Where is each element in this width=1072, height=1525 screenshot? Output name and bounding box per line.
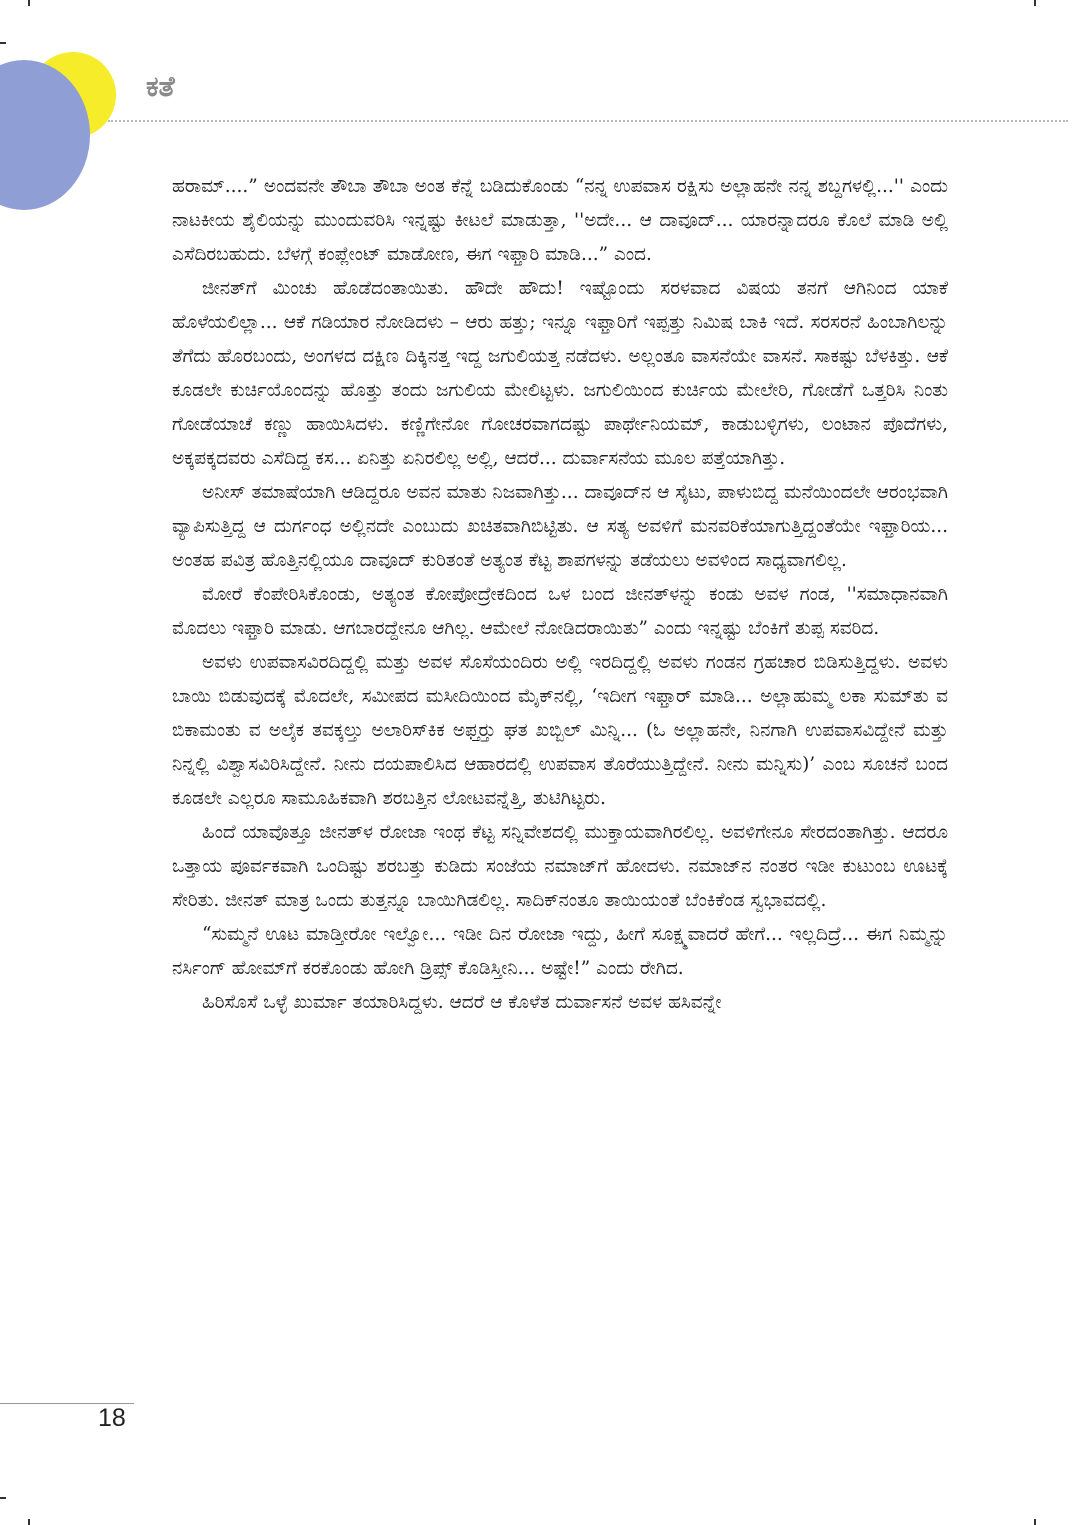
crop-mark-bottom-left	[0, 1497, 6, 1499]
crop-mark-top-left	[0, 42, 6, 44]
paragraph: “ಸುಮ್ಮನೆ ಊಟ ಮಾಡ್ತೀರೋ ಇಲ್ವೋ... ಇಡೀ ದಿನ ರೋಜಾ ಇದ್ದು, ಹೀಗೆ ಸೂಕ್ಷ್ಮವಾದರೆ ಹೇಗೆ... ಇಲ್ಲದಿದ್ರೆ... ಈಗ ನಿಮ್ಮನ್ನು ನರ್ಸಿಂಗ್ ಹೋಮ್‌ಗೆ ಕರಕೊಂಡು ಹೋಗಿ ಡ್ರಿಪ್ಸ್ ಕೊಡಿಸ್ತೀನಿ... ಅಷ್ಟೇ!” ಎಂದು ರೇಗಿದ.	[172, 924, 948, 979]
paragraph: ಮೋರೆ ಕೆಂಪೇರಿಸಿಕೊಂಡು, ಅತ್ಯಂತ ಕೋಪೋದ್ರೇಕದಿಂದ ಒಳ ಬಂದ ಜೀನತ್‌ಳನ್ನು ಕಂಡು ಅವಳ ಗಂಡ, ''ಸಮಾಧಾನವಾಗಿ ಮೊದಲು ಇಫ್ತಾರಿ ಮಾಡು. ಆಗಬಾರದ್ದೇನೂ ಆಗಿಲ್ಲ. ಆಮೇಲೆ ನೋಡಿದರಾಯಿತು” ಎಂದು ಇನ್ನಷ್ಟು ಬೆಂಕಿಗೆ ತುಪ್ಪ ಸವರಿದ.	[172, 584, 948, 639]
crop-mark-bottom-left-vertical	[28, 1519, 30, 1525]
paragraph: ಅನೀಸ್ ತಮಾಷೆಯಾಗಿ ಆಡಿದ್ದರೂ ಅವನ ಮಾತು ನಿಜವಾಗಿತ್ತು... ದಾವೂದ್‌ನ ಆ ಸೈಟು, ಪಾಳುಬಿದ್ದ ಮನೆಯಿಂದಲೇ ಆರಂಭವಾಗಿ ವ್ಯಾಪಿಸುತ್ತಿದ್ದ ಆ ದುರ್ಗಂಧ ಅಲ್ಲಿನದೇ ಎಂಬುದು ಖಚಿತವಾಗಿಬಿಟ್ಟಿತು. ಆ ಸತ್ಯ ಅವಳಿಗೆ ಮನವರಿಕೆಯಾಗುತ್ತಿದ್ದಂತೆಯೇ ಇಫ್ತಾರಿಯ... ಅಂತಹ ಪವಿತ್ರ ಹೊತ್ತಿನಲ್ಲಿಯೂ ದಾವೂದ್ ಕುರಿತಂತೆ ಅತ್ಯಂತ ಕೆಟ್ಟ ಶಾಪಗಳನ್ನು ತಡೆಯಲು ಅವಳಿಂದ ಸಾಧ್ಯವಾಗಲಿಲ್ಲ.	[172, 482, 948, 571]
story-body	[172, 170, 948, 1395]
section-label: ಕತೆ	[146, 70, 175, 103]
page-number: 18	[98, 1404, 126, 1432]
crop-mark-top-right	[1034, 0, 1036, 6]
crop-mark-top-left-vertical	[28, 0, 30, 6]
paragraph: ಅವಳು ಉಪವಾಸವಿರದಿದ್ದಲ್ಲಿ ಮತ್ತು ಅವಳ ಸೊಸೆಯಂದಿರು ಅಲ್ಲಿ ಇರದಿದ್ದಲ್ಲಿ ಅವಳು ಗಂಡನ ಗ್ರಹಚಾರ ಬಿಡಿಸುತ್ತಿದ್ದಳು. ಅವಳು ಬಾಯಿ ಬಿಡುವುದಕ್ಕೆ ಮೊದಲೇ, ಸಮೀಪದ ಮಸೀದಿಯಿಂದ ಮೈಕ್‌ನಲ್ಲಿ, ‘ಇದೀಗ ಇಫ್ತಾರ್ ಮಾಡಿ... ಅಲ್ಲಾಹುಮ್ಮ ಲಕಾ ಸುಮ್‌ತು ವ ಬಿಕಾಮಂತು ವ ಅಲೈಕ ತವಕ್ಕಲ್ತು ಅಲಾರಿಸ್‌ಕಿಕ ಅಫ್ತರ‍್ತು ಘತ ಖಬ್ಬಿಲ್ ಮಿನ್ನಿ... (ಓ ಅಲ್ಲಾಹನೇ, ನಿನಗಾಗಿ ಉಪವಾಸವಿದ್ದೇನೆ ಮತ್ತು ನಿನ್ನಲ್ಲಿ ವಿಶ್ವಾಸವಿರಿಸಿದ್ದೇನೆ. ನೀನು ದಯಪಾಲಿಸಿದ ಆಹಾರದಲ್ಲಿ ಉಪವಾಸ ತೊರೆಯುತ್ತಿದ್ದೇನೆ. ನೀನು ಮನ್ನಿಸು)’ ಎಂಬ ಸೂಚನೆ ಬಂದ ಕೂಡಲೇ ಎಲ್ಲರೂ ಸಾಮೂಹಿಕವಾಗಿ ಶರಬತ್ತಿನ ಲೋಟವನ್ನೆತ್ತಿ, ತುಟಿಗಿಟ್ಟರು.	[172, 652, 948, 809]
paragraph: ಜೀನತ್‌ಗೆ ಮಿಂಚು ಹೊಡೆದಂತಾಯಿತು. ಹೌದೇ ಹೌದು! ಇಷ್ಟೊಂದು ಸರಳವಾದ ವಿಷಯ ತನಗೆ ಆಗಿನಿಂದ ಯಾಕೆ ಹೊಳೆಯಲಿಲ್ಲಾ... ಆಕೆ ಗಡಿಯಾರ ನೋಡಿದಳು – ಆರು ಹತ್ತು; ಇನ್ನೂ ಇಫ್ತಾರಿಗೆ ಇಪ್ಪತ್ತು ನಿಮಿಷ ಬಾಕಿ ಇದೆ. ಸರಸರನೆ ಹಿಂಬಾಗಿಲನ್ನು ತೆಗೆದು ಹೊರಬಂದು, ಅಂಗಳದ ದಕ್ಷಿಣ ದಿಕ್ಕಿನತ್ತ ಇದ್ದ ಜಗುಲಿಯತ್ತ ನಡೆದಳು. ಅಲ್ಲಂತೂ ವಾಸನೆಯೇ ವಾಸನೆ. ಸಾಕಷ್ಟು ಬೆಳಕಿತ್ತು. ಆಕೆ ಕೂಡಲೇ ಕುರ್ಚಿಯೊಂದನ್ನು ಹೊತ್ತು ತಂದು ಜಗುಲಿಯ ಮೇಲಿಟ್ಟಳು. ಜಗುಲಿಯಿಂದ ಕುರ್ಚಿಯ ಮೇಲೇರಿ, ಗೋಡೆಗೆ ಒತ್ತರಿಸಿ ನಿಂತು ಗೋಡೆಯಾಚೆ ಕಣ್ಣು ಹಾಯಿಸಿದಳು. ಕಣ್ಣಿಗೇನೋ ಗೋಚರವಾಗದಷ್ಟು ಪಾರ್ಥೇನಿಯಮ್, ಕಾಡುಬಳ್ಳಿಗಳು, ಲಂಟಾನ ಪೊದೆಗಳು, ಅಕ್ಕಪಕ್ಕದವರು ಎಸೆದಿದ್ದ ಕಸ... ಏನಿತ್ತು ಏನಿರಲಿಲ್ಲ ಅಲ್ಲಿ, ಆದರೆ... ದುರ್ವಾಸನೆಯ ಮೂಲ ಪತ್ತೆಯಾಗಿತ್ತು.	[172, 278, 948, 469]
paragraph: ಹಿಂದೆ ಯಾವೊತ್ತೂ ಜೀನತ್‌ಳ ರೋಜಾ ಇಂಥ ಕೆಟ್ಟ ಸನ್ನಿವೇಶದಲ್ಲಿ ಮುಕ್ತಾಯವಾಗಿರಲಿಲ್ಲ. ಅವಳಿಗೇನೂ ಸೇರದಂತಾಗಿತ್ತು. ಆದರೂ ಒತ್ತಾಯ ಪೂರ್ವಕವಾಗಿ ಒಂದಿಷ್ಟು ಶರಬತ್ತು ಕುಡಿದು ಸಂಜೆಯ ನಮಾಜ್‌ಗೆ ಹೋದಳು. ನಮಾಜ್‌ನ ನಂತರ ಇಡೀ ಕುಟುಂಬ ಊಟಕ್ಕೆ ಸೇರಿತು. ಜೀನತ್ ಮಾತ್ರ ಒಂದು ತುತ್ತನ್ನೂ ಬಾಯಿಗಿಡಲಿಲ್ಲ. ಸಾದಿಕ್‌ನಂತೂ ತಾಯಿಯಂತೆ ಬೆಂಕಿಕೆಂಡ ಸ್ವಭಾವದಲ್ಲಿ.	[172, 822, 948, 911]
header-dotted-rule	[108, 120, 1068, 122]
paragraph: ಹರಾಮ್....” ಅಂದವನೇ ತೌಬಾ ತೌಬಾ ಅಂತ ಕೆನ್ನೆ ಬಡಿದುಕೊಂಡು “ನನ್ನ ಉಪವಾಸ ರಕ್ಷಿಸು ಅಲ್ಲಾಹನೇ ನನ್ನ ಶಬ್ದಗಳಲ್ಲಿ...'' ಎಂದು ನಾಟಕೀಯ ಶೈಲಿಯನ್ನು ಮುಂದುವರಿಸಿ ಇನ್ನಷ್ಟು ಕೀಟಲೆ ಮಾಡುತ್ತಾ, ''ಅದೇ... ಆ ದಾವೂದ್... ಯಾರನ್ನಾದರೂ ಕೊಲೆ ಮಾಡಿ ಅಲ್ಲಿ ಎಸೆದಿರಬಹುದು. ಬೆಳಗ್ಗೆ ಕಂಪ್ಲೇಂಟ್ ಮಾಡೋಣ, ಈಗ ಇಫ್ತಾರಿ ಮಾಡಿ...” ಎಂದ.	[172, 176, 948, 265]
crop-mark-bottom-right	[1034, 1519, 1036, 1525]
paragraph: ಹಿರಿಸೊಸೆ ಒಳ್ಳೆ ಖುರ್ಮಾ ತಯಾರಿಸಿದ್ದಳು. ಆದರೆ ಆ ಕೊಳೆತ ದುರ್ವಾಸನೆ ಅವಳ ಹಸಿವನ್ನೇ	[202, 992, 722, 1013]
